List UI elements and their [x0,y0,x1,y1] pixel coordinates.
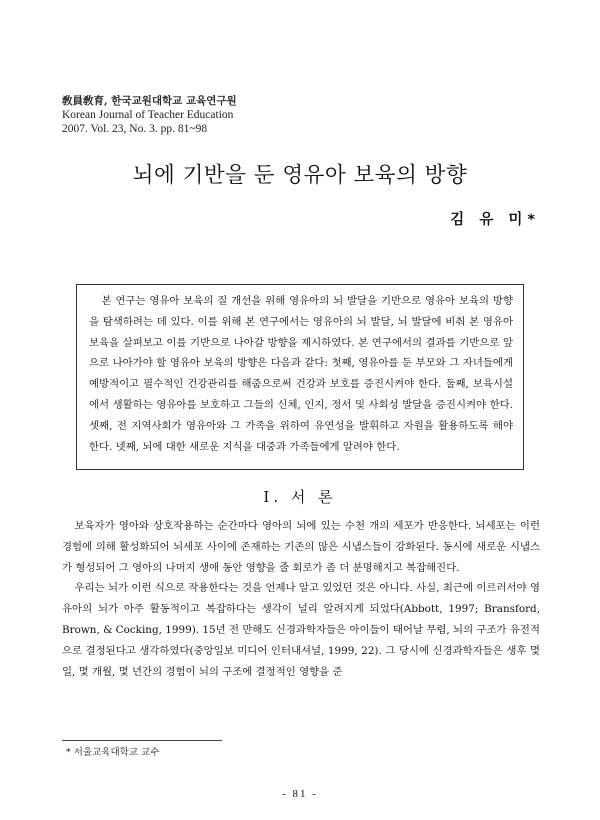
section-heading: Ⅰ. 서 론 [263,488,337,506]
body-text [62,516,540,682]
journal-name-english: Korean Journal of Teacher Education [62,109,234,121]
journal-citation: 2007. Vol. 23, No. 3. pp. 81~98 [62,123,208,135]
paper-title: 뇌에 기반을 둔 영유아 보육의 방향 [132,163,468,188]
page-number: - 81 - [282,788,318,800]
abstract-text: 본 연구는 영유아 보육의 질 개선을 위해 영유아의 뇌 발달을 기반으로 영유아 보육의 방향을 탐색하려는 데 있다. 이를 위해 본 연구에서는 영유아의 뇌 발달, 뇌 발달에 비춰 본 영유아 보육을 살펴보고 이를 기반으로 나아갈 방향을 제시하였다. 본 연구에서의 결과를 기반으로 앞으로 나아가야 할 영유아 보육의 방향은 다음과 같다: 첫째, 영유아를 둔 부모와 그 자녀들에게 예방적이고 필수적인 건강관리를 해줌으로써 건강과 보호를 증진시켜야 한다. 둘째, 보육시설에서 생활하는 영유아를 보호하고 그들의 신체, 인지, 정서 및 사회성 발달을 증진시켜야 한다. 셋째, 전 지역사회가 영유아와 그 가족을 위하여 유연성을 발휘하고 자원을 활용하도록 해야 한다. 넷째, 뇌에 대한 새로운 지식을 대중과 가족들에게 알려야 한다. [89,295,513,453]
paragraph: 보육자가 영아와 상호작용하는 순간마다 영아의 뇌에 있는 수천 개의 세포가 반응한다. 뇌세포는 이런 경험에 의해 활성화되어 뇌세포 사이에 존재하는 기존의 많은 시냅스들이 강화된다. 동시에 새로운 시냅스가 형성되어 그 영아의 나머지 생애 동안 영향을 줄 회로가 좀 더 분명해지고 복잡해진다. [62,520,540,574]
journal-header [62,94,237,136]
abstract-box [76,284,524,470]
journal-name-korean: 敎員敎育, 한국교원대학교 교육연구원 [62,95,237,107]
footnote: * 서울교육대학교 교수 [66,747,160,758]
author-name: 김 유 미* [450,212,540,228]
paragraph: 우리는 뇌가 이런 식으로 작용한다는 것을 언제나 알고 있었던 것은 아니다. 사실, 최근에 이르러서야 영유아의 뇌가 아주 활동적이고 복잡하다는 생각이 널리 알려지게 되었다(Abbott, 1997; Bransford, Brown, & Cocking, 1999). 15년 전 만해도 신경과학자들은 아이들이 태어날 무렵, 뇌의 구조가 유전적으로 결정된다고 생각하였다(중앙일보 미디어 인터내셔널, 1999, 22). 그 당시에 신경과학자들은 생후 몇 일, 몇 개월, 몇 년간의 경험이 뇌의 구조에 결정적인 영향을 준 [62,582,540,678]
footnote-divider [62,740,222,741]
